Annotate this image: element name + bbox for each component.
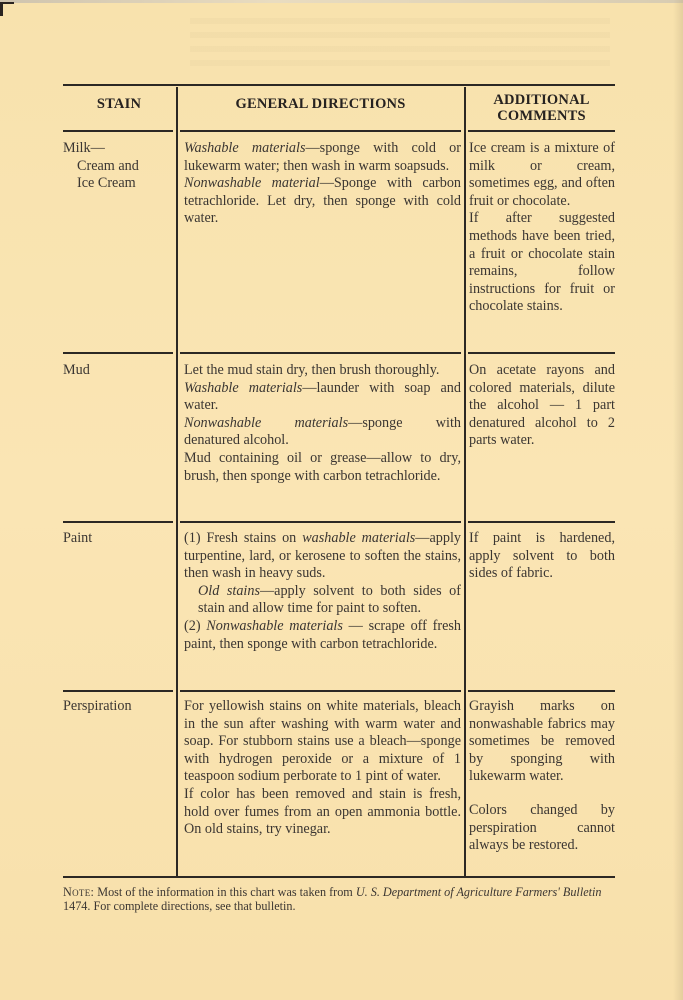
direction-paragraph: Let the mud stain dry, then brush thoroughly. — [184, 362, 440, 378]
table-row-milk — [63, 140, 615, 352]
row-rule-comments — [468, 521, 615, 523]
stain-name-line1: Mud — [63, 362, 90, 378]
direction-paragraph: If color has been removed and stain is fresh, hold over fumes from an open ammonia bottle. On old stains, try vinegar. — [184, 785, 461, 838]
header-general-directions: GENERAL DIRECTIONS — [235, 96, 406, 112]
bleed-through-text — [190, 18, 610, 66]
direction-paragraph: Mud containing oil or grease—allow to dry, brush, then sponge with carbon tetrachloride. — [184, 449, 461, 484]
direction-italic: Washable materials — [184, 140, 306, 156]
direction-italic: Nonwashable materials — [184, 414, 349, 431]
stain-name — [63, 698, 175, 716]
note-source: U. S. Department of Agriculture Farmers' Bulletin — [355, 885, 602, 899]
row-rule-directions — [180, 690, 461, 692]
direction-text: —apply turpentine, lard, or kerosene to soften the stains, then wash in heavy suds. — [184, 530, 462, 582]
table-row-perspiration — [63, 698, 615, 876]
direction-italic: Washable materials — [184, 379, 303, 396]
direction-paragraph — [184, 415, 461, 450]
general-directions — [184, 140, 461, 228]
direction-italic: Nonwashable materials — [206, 617, 343, 634]
stain-name-line1: Perspiration — [63, 698, 132, 714]
comment-paragraph: If paint is hardened, apply solvent to both sides of fabric. — [469, 530, 615, 582]
stain-name-line1: Milk— — [63, 140, 105, 156]
table-row-paint — [63, 530, 615, 690]
header-rule-directions — [180, 130, 461, 132]
direction-text: —launder with soap and water. — [184, 379, 461, 414]
corner-crop-mark — [0, 2, 14, 16]
direction-paragraph: For yellowish stains on white materials, bleach in the sun after washing with warm water and soap. For stubborn stains use a bleach—sponge with hydrogen peroxide or a mixture of 1 teaspoon sodium perborate to 1 pint of water. — [184, 698, 461, 785]
direction-text: —sponge with denatured alcohol. — [184, 414, 461, 449]
direction-text: —sponge with cold or lukewarm water; then wash in warm soapsuds. — [184, 140, 462, 174]
row-rule-directions — [180, 352, 461, 354]
stain-name — [63, 530, 175, 548]
additional-comments — [469, 530, 615, 583]
header-additional-comments — [468, 92, 615, 124]
header-additional-line1: ADDITIONAL — [493, 92, 590, 108]
additional-comments — [469, 698, 615, 855]
page-top-edge — [0, 0, 683, 3]
stain-name — [63, 140, 175, 193]
general-directions — [184, 362, 461, 485]
comment-paragraph: Ice cream is a mixture of milk or cream, sometimes egg, and often fruit or chocolate. — [469, 140, 615, 209]
additional-comments — [469, 362, 615, 450]
note-text-end: 1474. For complete directions, see that bulletin. — [63, 898, 296, 913]
general-directions — [184, 698, 461, 839]
direction-prefix: (1) Fresh stains on — [184, 530, 303, 546]
comment-paragraph: On acetate rayons and colored materials, dilute the alcohol — 1 part denatured alcohol to 2 parts water. — [469, 362, 615, 449]
direction-paragraph — [184, 583, 461, 618]
row-rule-comments — [468, 690, 615, 692]
note-text: Most of the information in this chart was taken from — [94, 885, 356, 899]
row-rule-stain — [63, 352, 173, 354]
footnote — [63, 886, 623, 913]
header-additional-line2: COMMENTS — [497, 108, 586, 124]
paragraph-gap — [469, 786, 615, 802]
direction-text: —apply solvent to both sides of stain and allow time for paint to soften. — [198, 582, 461, 617]
direction-paragraph — [184, 530, 461, 583]
direction-text: —Sponge with carbon tetrachloride. Let dry, then sponge with cold water. — [184, 175, 462, 227]
page-right-edge-shadow — [673, 0, 683, 1000]
comment-paragraph: Grayish marks on nonwashable fabrics may sometimes be removed by sponging with lukewarm water. — [469, 698, 615, 785]
row-rule-directions — [180, 521, 461, 523]
direction-italic: washable materials — [302, 530, 416, 546]
header-rule-comments — [468, 130, 615, 132]
stain-name-line1: Paint — [63, 530, 93, 546]
header-stain: STAIN — [96, 96, 142, 112]
general-directions — [184, 530, 461, 653]
direction-italic: Nonwashable material — [184, 175, 320, 192]
direction-prefix: (2) — [184, 617, 207, 634]
direction-text: — scrape off fresh paint, then sponge with carbon tetrachloride. — [184, 617, 461, 652]
note-label: Note: — [63, 885, 95, 899]
stain-name — [63, 362, 175, 380]
direction-paragraph — [184, 140, 461, 175]
table-header-row — [63, 84, 615, 132]
direction-italic: Old stains — [198, 582, 260, 599]
stain-name-line2: Cream and — [77, 157, 139, 174]
header-rule-stain — [63, 130, 173, 132]
comment-paragraph: Colors changed by perspiration cannot always be restored. — [469, 801, 615, 854]
row-rule-comments — [468, 352, 615, 354]
table-bottom-rule — [63, 876, 615, 878]
table-row-mud — [63, 362, 615, 522]
direction-paragraph — [184, 175, 461, 228]
additional-comments — [469, 140, 615, 316]
stain-name-line3: Ice Cream — [77, 175, 136, 192]
row-rule-stain — [63, 690, 173, 692]
direction-paragraph — [184, 380, 461, 415]
row-rule-stain — [63, 521, 173, 523]
comment-paragraph: If after suggested methods have been tried, a fruit or chocolate stain remains, follow instructions for fruit or chocolate stains. — [469, 210, 615, 315]
direction-paragraph — [184, 618, 461, 653]
